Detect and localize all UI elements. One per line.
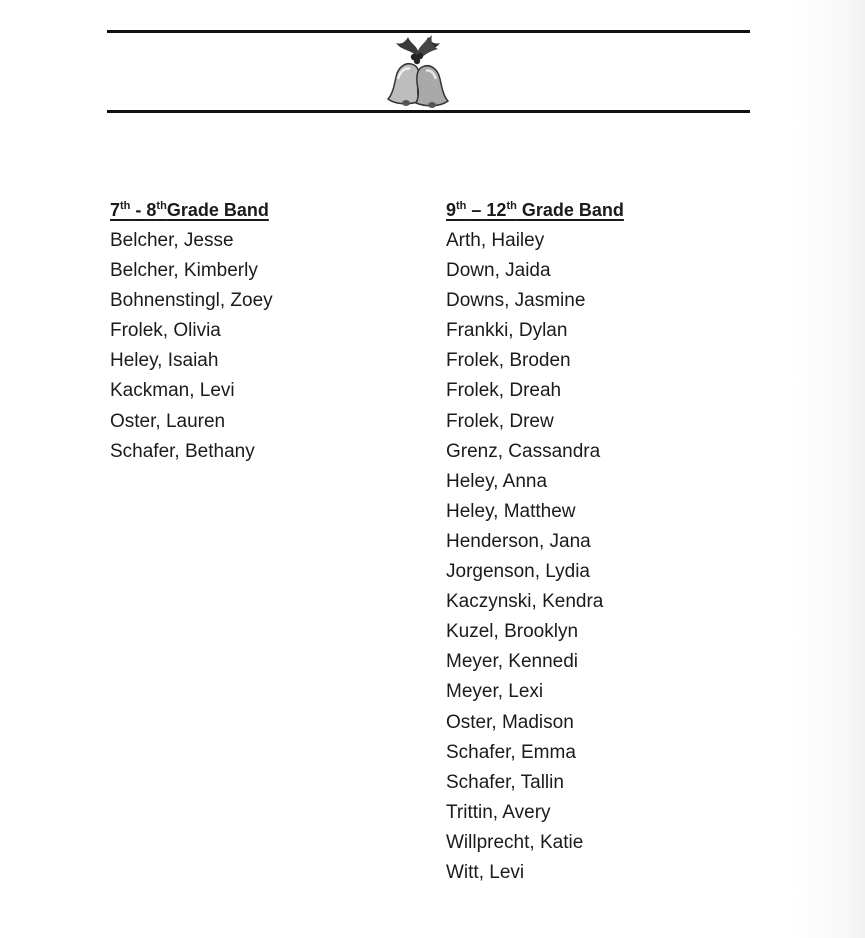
senior-band-heading xyxy=(446,198,776,222)
list-item: Kackman, Levi xyxy=(110,380,235,402)
list-item: Schafer, Bethany xyxy=(110,440,255,462)
list-item: Henderson, Jana xyxy=(446,530,591,552)
list-item: Willprecht, Katie xyxy=(446,831,584,853)
list-item: Oster, Madison xyxy=(446,711,574,733)
list-item: Heley, Anna xyxy=(446,470,548,492)
senior-band-roster xyxy=(446,226,776,888)
list-item: Belcher, Jesse xyxy=(110,230,234,251)
list-item: Kuzel, Brooklyn xyxy=(446,621,579,643)
list-item: Frolek, Dreah xyxy=(446,380,562,402)
list-item: Oster, Lauren xyxy=(110,410,226,432)
list-item: Arth, Hailey xyxy=(446,230,545,251)
heading-separator: – xyxy=(466,200,487,220)
page-edge-shadow xyxy=(795,0,865,938)
list-item: Frolek, Drew xyxy=(446,410,554,432)
top-divider-rule xyxy=(107,30,750,33)
list-item: Jorgenson, Lydia xyxy=(446,561,591,583)
junior-band-heading xyxy=(110,198,410,222)
list-item: Meyer, Lexi xyxy=(446,681,544,703)
list-item: Downs, Jasmine xyxy=(446,290,586,312)
holly-bells-icon xyxy=(380,35,456,109)
heading-start-suffix: th xyxy=(120,200,131,212)
list-item: Frolek, Olivia xyxy=(110,320,221,342)
list-item: Heley, Isaiah xyxy=(110,350,219,372)
heading-separator: - xyxy=(130,200,147,220)
heading-end-suffix: th xyxy=(156,200,167,212)
list-item: Belcher, Kimberly xyxy=(110,260,258,282)
heading-suffix: Grade Band xyxy=(166,200,269,220)
list-item: Down, Jaida xyxy=(446,260,551,282)
junior-band-roster xyxy=(110,226,410,467)
heading-end-suffix: th xyxy=(506,200,517,212)
list-item: Bohnenstingl, Zoey xyxy=(110,290,273,312)
list-item: Heley, Matthew xyxy=(446,500,576,522)
list-item: Frankki, Dylan xyxy=(446,320,568,342)
heading-suffix: Grade Band xyxy=(516,200,624,220)
heading-start-number: 9 xyxy=(446,200,457,220)
list-item: Schafer, Emma xyxy=(446,741,576,763)
senior-band-section xyxy=(446,198,776,888)
heading-end-number: 12 xyxy=(486,200,507,220)
heading-end-number: 8 xyxy=(146,200,157,220)
junior-band-section xyxy=(110,198,410,467)
heading-start-suffix: th xyxy=(456,200,467,212)
list-item: Kaczynski, Kendra xyxy=(446,591,604,613)
list-item: Grenz, Cassandra xyxy=(446,440,601,462)
bottom-divider-rule xyxy=(107,110,750,113)
list-item: Trittin, Avery xyxy=(446,801,551,823)
list-item: Witt, Levi xyxy=(446,861,525,883)
heading-start-number: 7 xyxy=(110,200,121,220)
list-item: Schafer, Tallin xyxy=(446,771,564,793)
list-item: Frolek, Broden xyxy=(446,350,571,372)
list-item: Meyer, Kennedi xyxy=(446,651,579,673)
